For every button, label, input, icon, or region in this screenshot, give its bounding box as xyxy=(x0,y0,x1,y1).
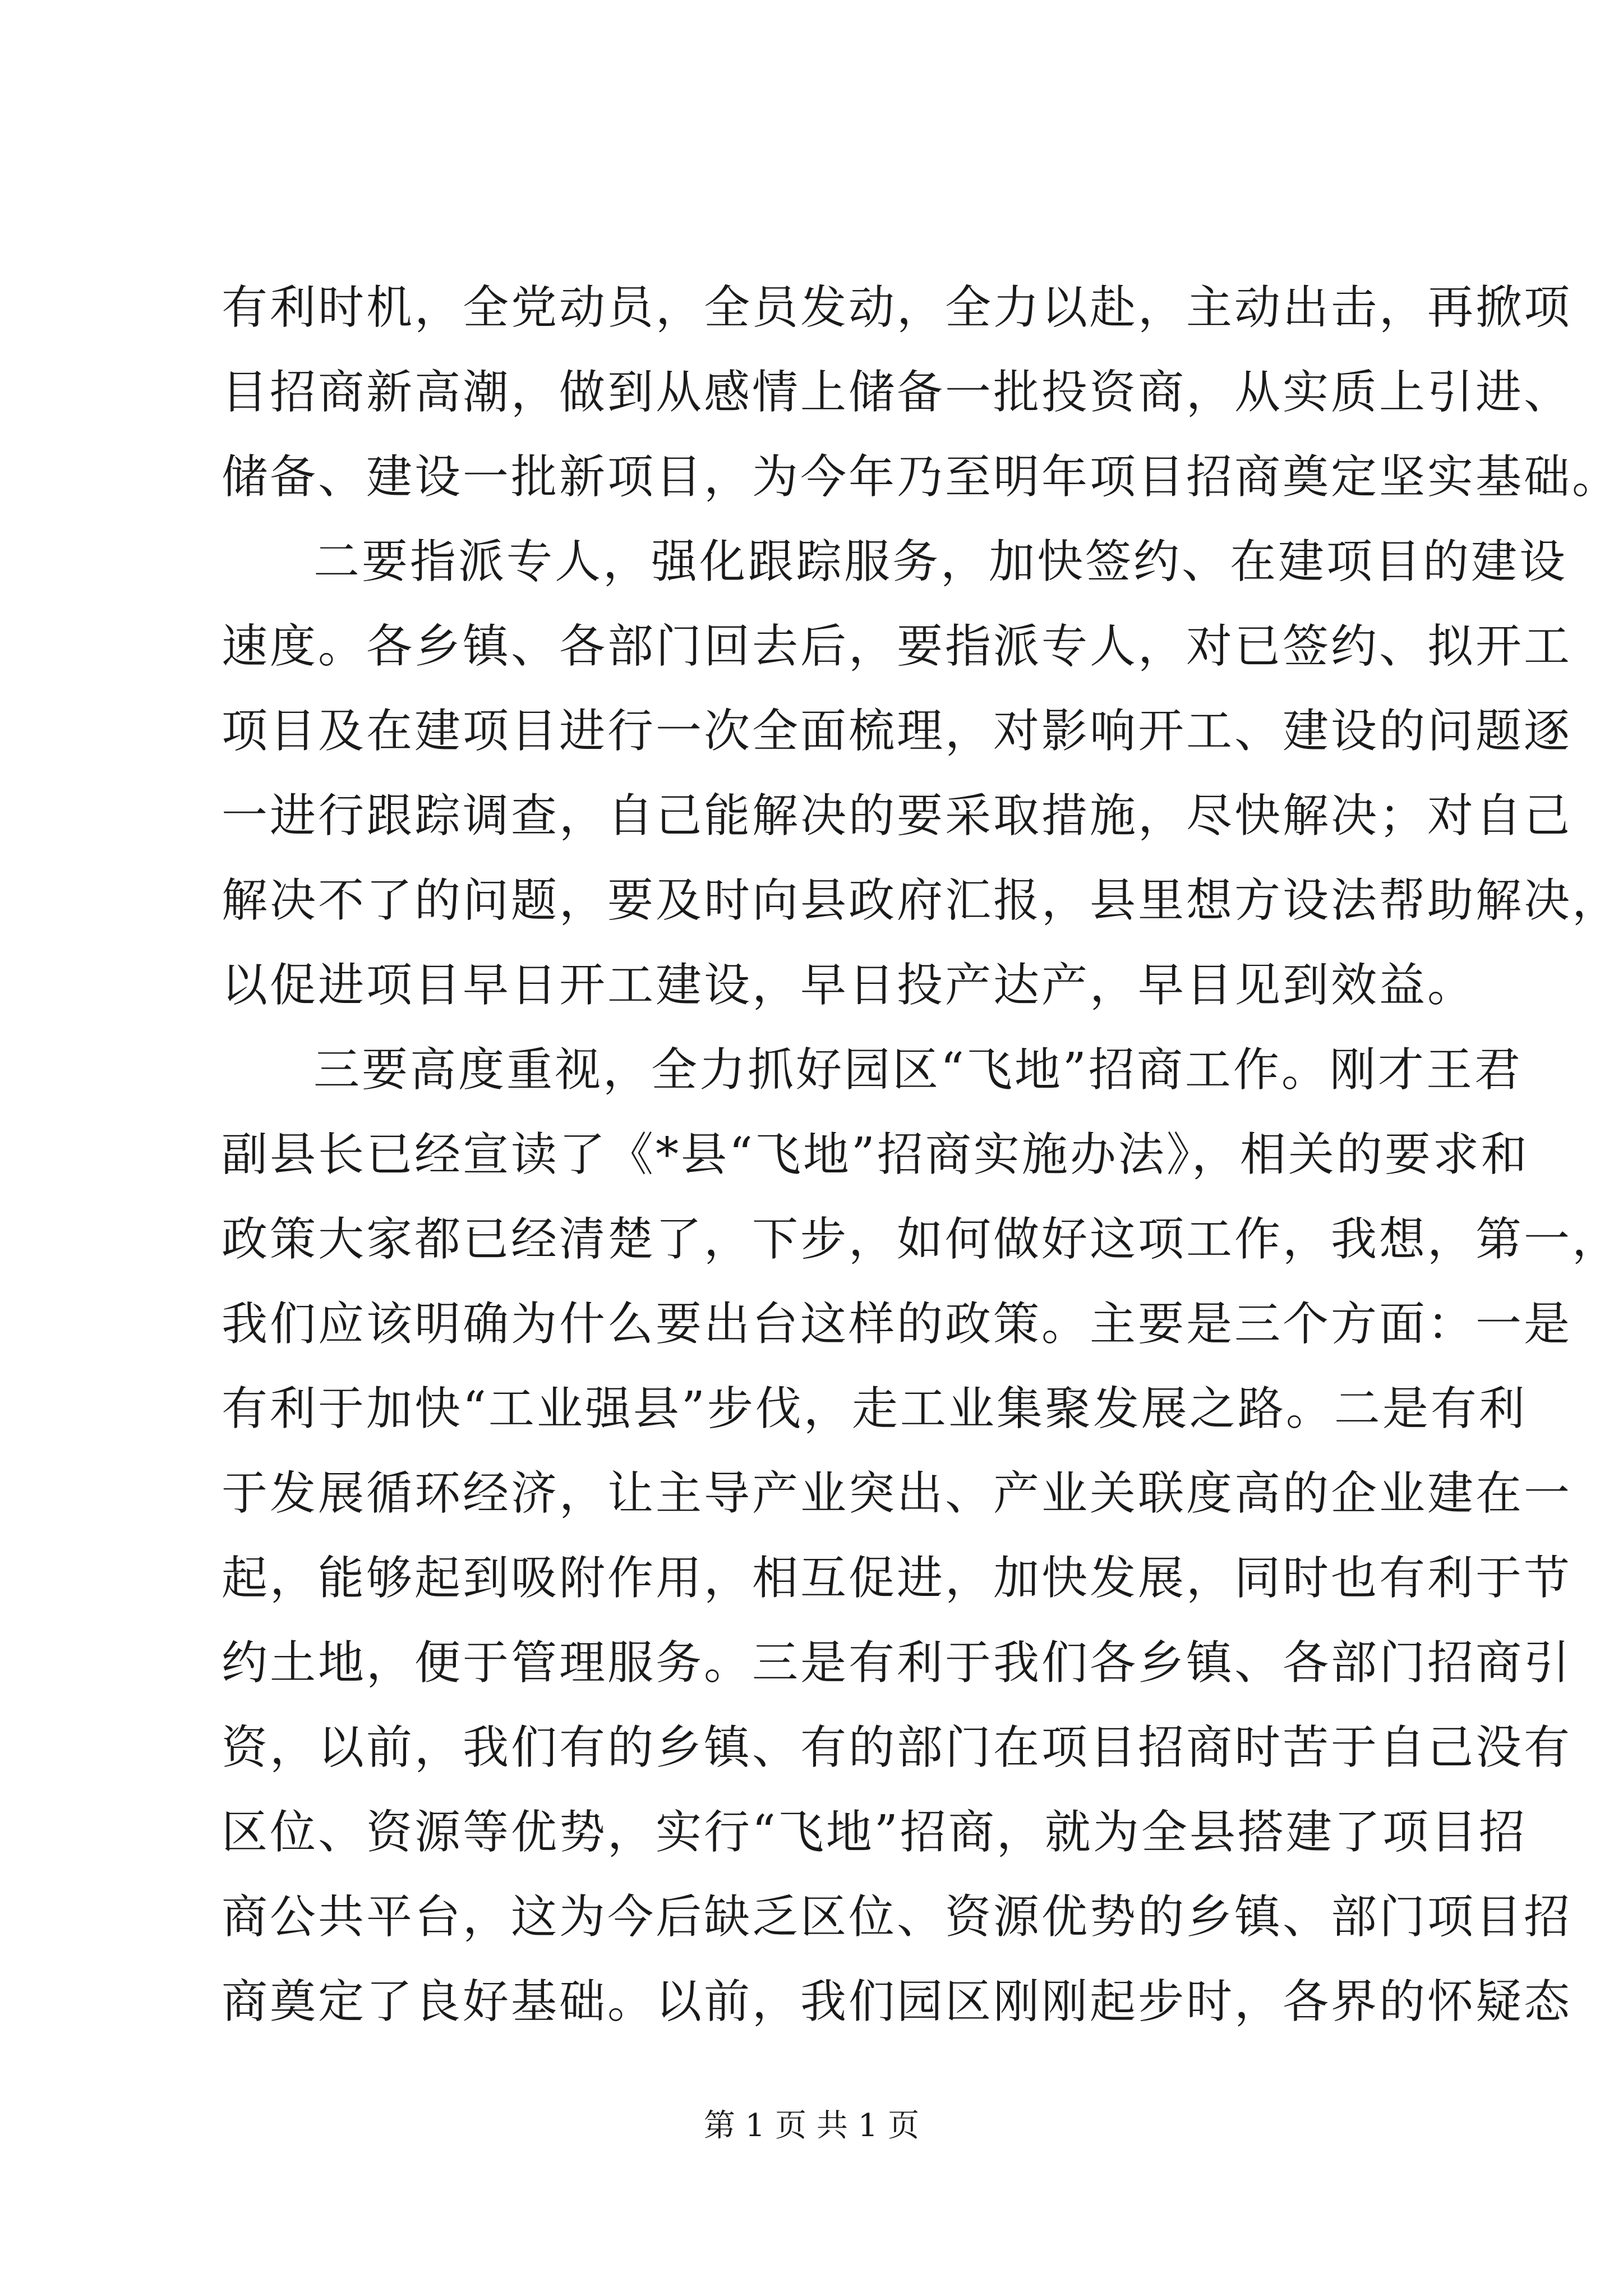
text-line: 约土地，便于管理服务。三是有利于我们各乡镇、各部门招商引 xyxy=(222,1636,1573,1690)
text-line: 项目及在建项目进行一次全面梳理，对影响开工、建设的问题逐 xyxy=(222,705,1573,758)
text-line: 政策大家都已经清楚了，下步，如何做好这项工作，我想，第一， xyxy=(222,1213,1621,1266)
text-line: 三要高度重视，全力抓好园区“飞地”招商工作。刚才王君 xyxy=(313,1043,1523,1097)
text-line: 以促进项目早日开工建设，早日投产达产，早目见到效益。 xyxy=(222,959,1476,1012)
text-line: 解决不了的问题，要及时向县政府汇报，县里想方设法帮助解决， xyxy=(222,874,1621,927)
text-line: 有利时机，全党动员，全员发动，全力以赴，主动出击，再掀项 xyxy=(222,281,1573,334)
text-line: 起，能够起到吸附作用，相互促进，加快发展，同时也有利于节 xyxy=(222,1552,1573,1605)
text-line: 一进行跟踪调查，自己能解决的要采取措施，尽快解决；对自己 xyxy=(222,789,1573,843)
text-line: 区位、资源等优势，实行“飞地”招商，就为全县搭建了项目招 xyxy=(222,1806,1527,1859)
body-text xyxy=(222,265,1621,2044)
text-line: 我们应该明确为什么要出台这样的政策。主要是三个方面：一是 xyxy=(222,1297,1573,1351)
text-line: 商公共平台，这为今后缺乏区位、资源优势的乡镇、部门项目招 xyxy=(222,1890,1573,1944)
text-line: 副县长已经宣读了《*县“飞地”招商实施办法》，相关的要求和 xyxy=(222,1128,1529,1181)
text-line: 二要指派专人，强化跟踪服务，加快签约、在建项目的建设 xyxy=(313,535,1568,588)
text-line: 于发展循环经济，让主导产业突出、产业关联度高的企业建在一 xyxy=(222,1467,1573,1520)
text-line: 资，以前，我们有的乡镇、有的部门在项目招商时苦于自己没有 xyxy=(222,1721,1573,1774)
text-line: 速度。各乡镇、各部门回去后，要指派专人，对已签约、拟开工 xyxy=(222,620,1573,673)
text-line: 有利于加快“工业强县”步伐，走工业集聚发展之路。二是有利 xyxy=(222,1382,1527,1435)
text-line: 储备、建设一批新项目，为今年乃至明年项目招商奠定坚实基础。 xyxy=(222,450,1621,504)
text-line: 商奠定了良好基础。以前，我们园区刚刚起步时，各界的怀疑态 xyxy=(222,1975,1573,2028)
page-footer: 第 1 页 共 1 页 xyxy=(703,2108,920,2144)
text-line: 目招商新高潮，做到从感情上储备一批投资商，从实质上引进、 xyxy=(222,366,1573,419)
